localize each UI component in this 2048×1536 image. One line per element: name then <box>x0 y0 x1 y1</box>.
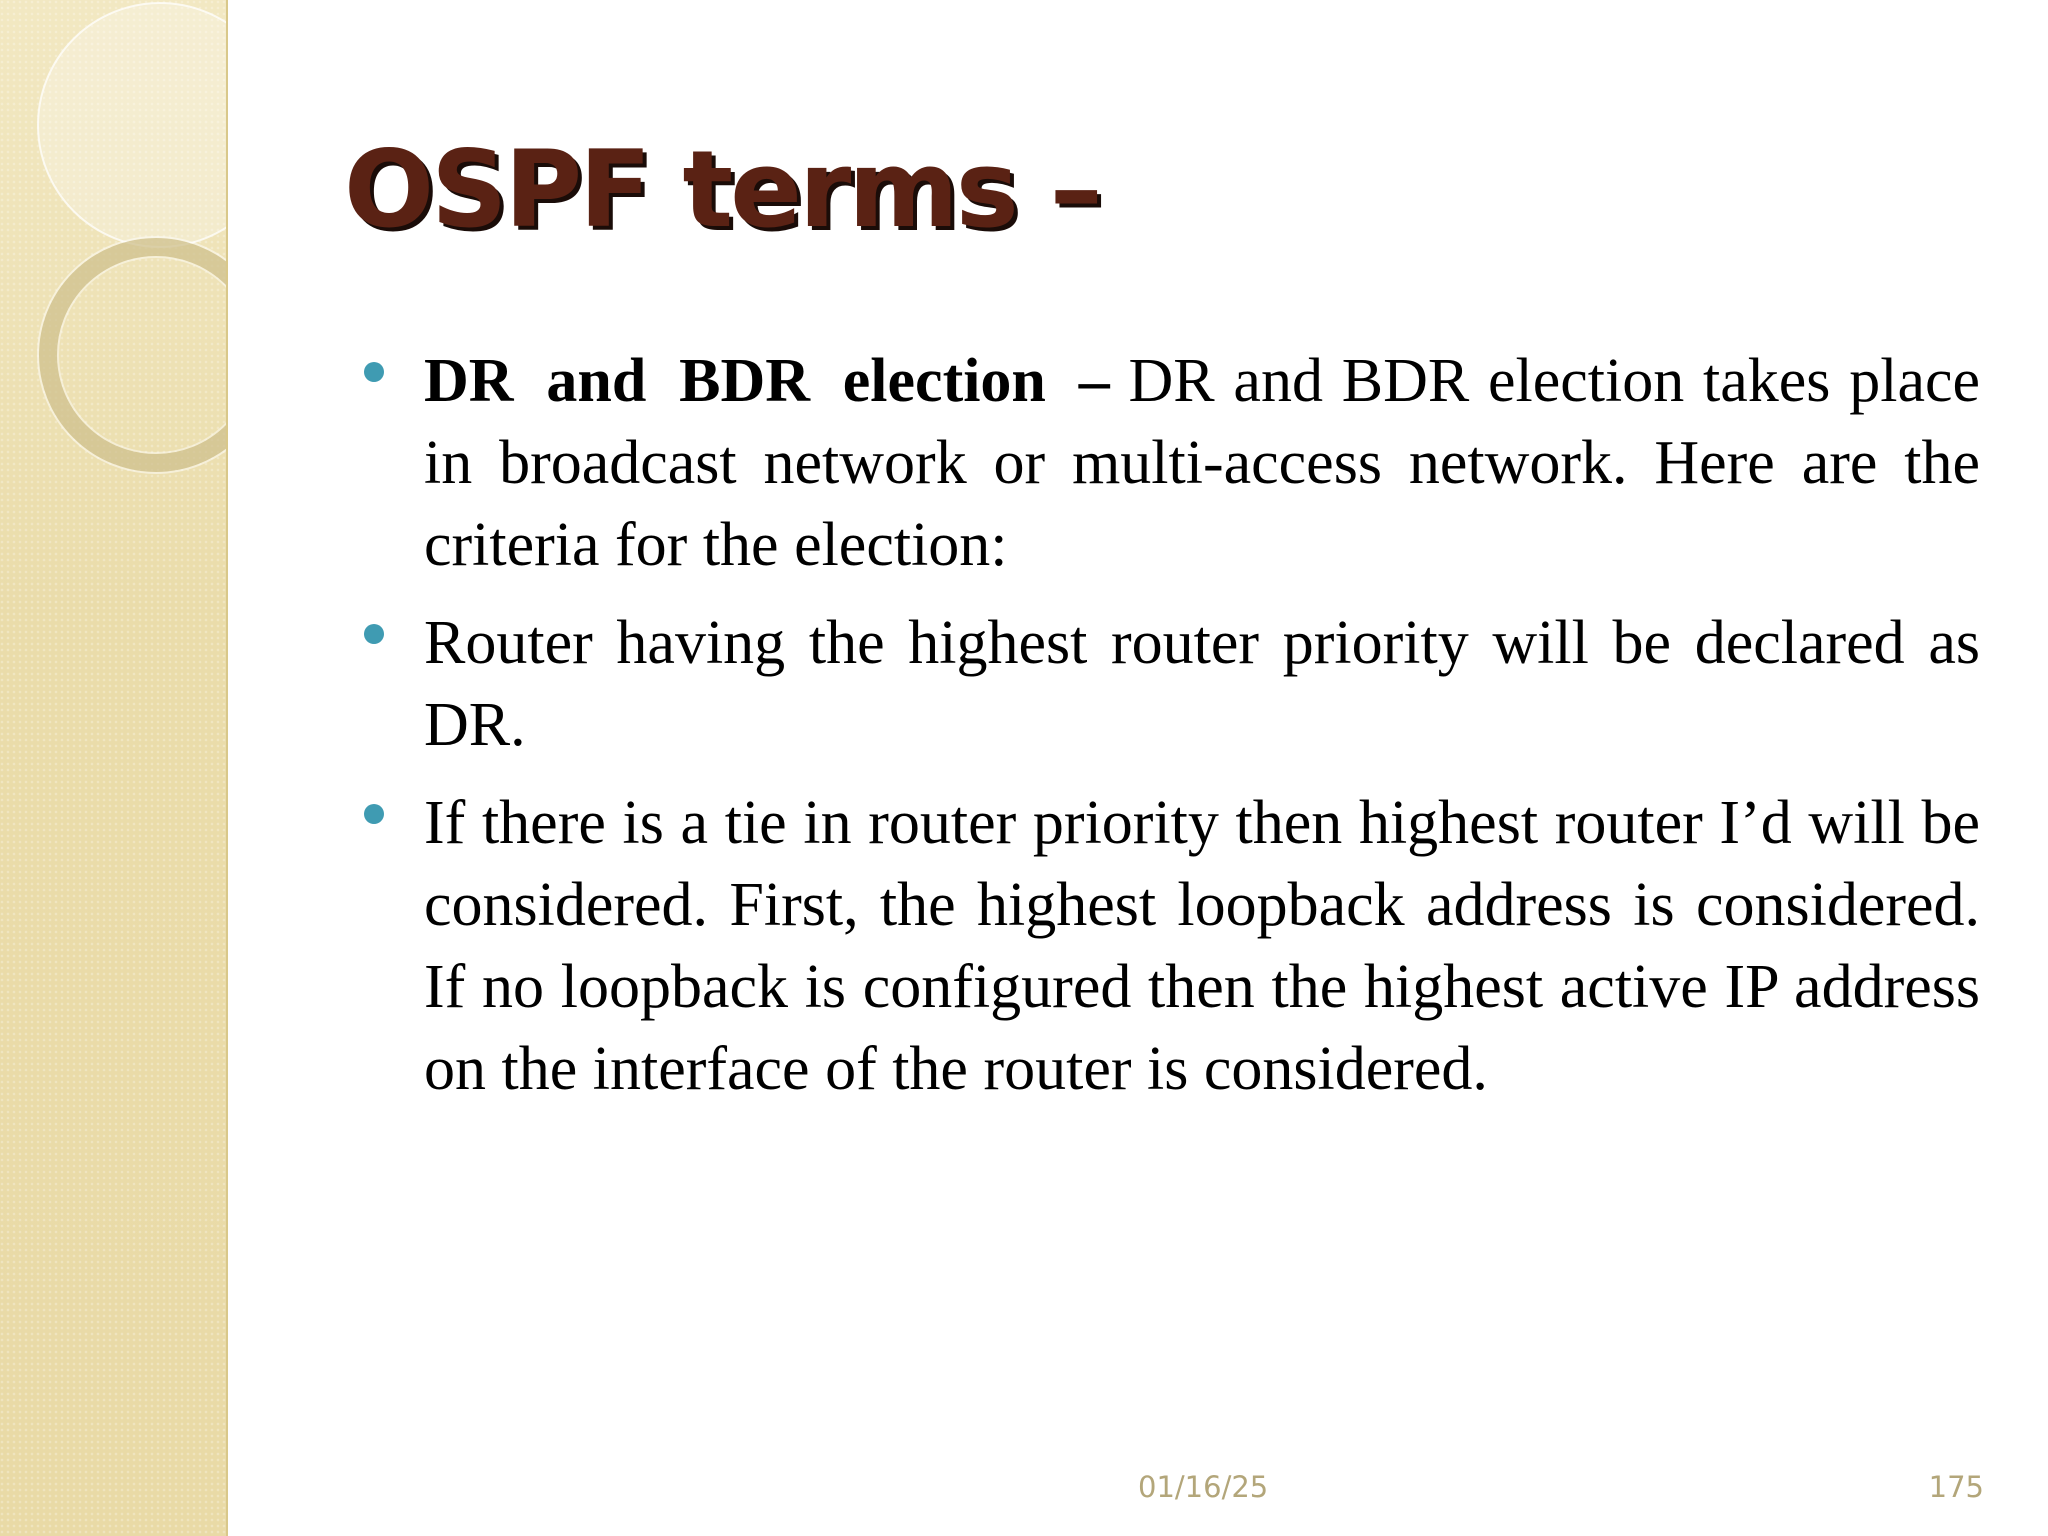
decorative-circles-icon <box>0 0 226 520</box>
footer-page-number: 175 <box>1928 1470 1984 1504</box>
footer-date: 01/16/25 <box>1138 1470 1269 1504</box>
bullet-term: DR and BDR election – <box>424 347 1110 415</box>
bullet-text: DR and BDR election takes place in broadcast network or multi-access network. Here are the criteria for the election: <box>424 347 1980 579</box>
bullet-list <box>356 340 1980 1126</box>
bullet-dot-icon <box>364 362 384 382</box>
bullet-item <box>356 340 1980 586</box>
slide-title: OSPF terms – <box>344 128 1100 251</box>
bullet-text: Router having the highest router priority will be declared as DR. <box>424 609 1980 759</box>
bullet-dot-icon <box>364 624 384 644</box>
bullet-dot-icon <box>364 804 384 824</box>
decorative-sidebar <box>0 0 228 1536</box>
bullet-item <box>356 602 1980 766</box>
bullet-item <box>356 782 1980 1110</box>
bullet-text: If there is a tie in router priority then highest router I’d will be considered. First, the highest loopback address is considered. If no loopback is configured then the highest active IP address on the interface of the router is considered. <box>424 789 1980 1103</box>
